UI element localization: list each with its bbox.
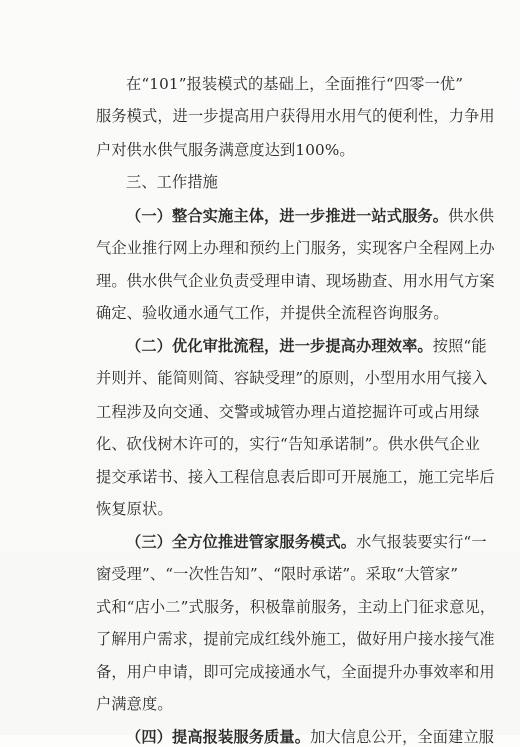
paragraph-line xyxy=(96,368,487,388)
body-text: 了解用户需求，提前完成红线外施工，做好用户接水接气准 xyxy=(96,630,495,648)
body-text: 窗受理”、“一次性告知”、“限时承诺”。采取“大管家” xyxy=(96,565,459,583)
paragraph-line xyxy=(126,74,463,94)
section-heading xyxy=(126,172,218,192)
paragraph-line xyxy=(96,597,495,617)
paragraph-line xyxy=(96,467,495,487)
body-text: 式和“店小二”式服务，积极靠前服务，主动上门征求意见， xyxy=(96,598,496,616)
body-text: 提交承诺书、接入工程信息表后即可开展施工，施工完毕后 xyxy=(96,468,495,486)
paragraph-line xyxy=(126,727,494,747)
bold-lead-text: （一）整合实施主体，进一步推进一站式服务。 xyxy=(126,207,449,225)
bold-lead-text: （二）优化审批流程，进一步提高办理效率。 xyxy=(126,337,433,355)
paragraph-line xyxy=(126,336,487,356)
bold-lead-text: （三）全方位推进管家服务模式。 xyxy=(126,533,357,551)
paragraph-line xyxy=(96,238,495,258)
body-text: 气企业推行网上办理和预约上门服务，实现客户全程网上办 xyxy=(96,239,495,257)
body-text: 化、砍伐树木许可的，实行“告知承诺制”。供水供气企业 xyxy=(96,435,480,453)
bold-lead-text: （四）提高报装服务质量。 xyxy=(126,728,311,746)
paragraph-line xyxy=(96,271,495,291)
body-text: 服务模式，进一步提高用户获得用水用气的便利性，力争用 xyxy=(96,107,495,125)
paragraph-line xyxy=(96,434,480,454)
paragraph-line xyxy=(96,140,355,160)
body-text: 恢复原状。 xyxy=(96,500,173,518)
paragraph-line xyxy=(96,694,173,714)
paragraph-line xyxy=(96,564,458,584)
paragraph-line xyxy=(96,499,173,519)
body-text: 供水供 xyxy=(448,207,495,225)
body-text: 加大信息公开，全面建立服 xyxy=(310,728,495,746)
body-text: 三、工作措施 xyxy=(126,173,219,191)
body-text: 工程涉及向交通、交警或城管办理占道挖掘许可或占用绿 xyxy=(96,403,480,421)
body-text: 在“101”报装模式的基础上，全面推行“四零一优” xyxy=(126,75,464,93)
body-text: 确定、验收通水通气工作，并提供全流程咨询服务。 xyxy=(96,304,449,322)
paragraph-line xyxy=(96,662,495,682)
paragraph-line xyxy=(126,532,487,552)
body-text: 备，用户申请，即可完成接通水气，全面提升办事效率和用 xyxy=(96,663,495,681)
paragraph-line xyxy=(96,629,495,649)
body-text: 理。供水供气企业负责受理申请、现场勘查、用水用气方案 xyxy=(96,272,495,290)
paragraph-line xyxy=(96,106,495,126)
paragraph-line xyxy=(126,206,494,226)
paragraph-line xyxy=(96,303,449,323)
body-text: 水气报装要实行“一 xyxy=(356,533,487,551)
body-text: 户满意度。 xyxy=(96,695,173,713)
body-text: 按照“能 xyxy=(432,337,487,355)
body-text: 户对供水供气服务满意度达到100%。 xyxy=(96,141,355,159)
body-text: 并则并、能简则简、容缺受理”的原则，小型用水用气接入 xyxy=(96,369,488,387)
paragraph-line xyxy=(96,402,479,422)
